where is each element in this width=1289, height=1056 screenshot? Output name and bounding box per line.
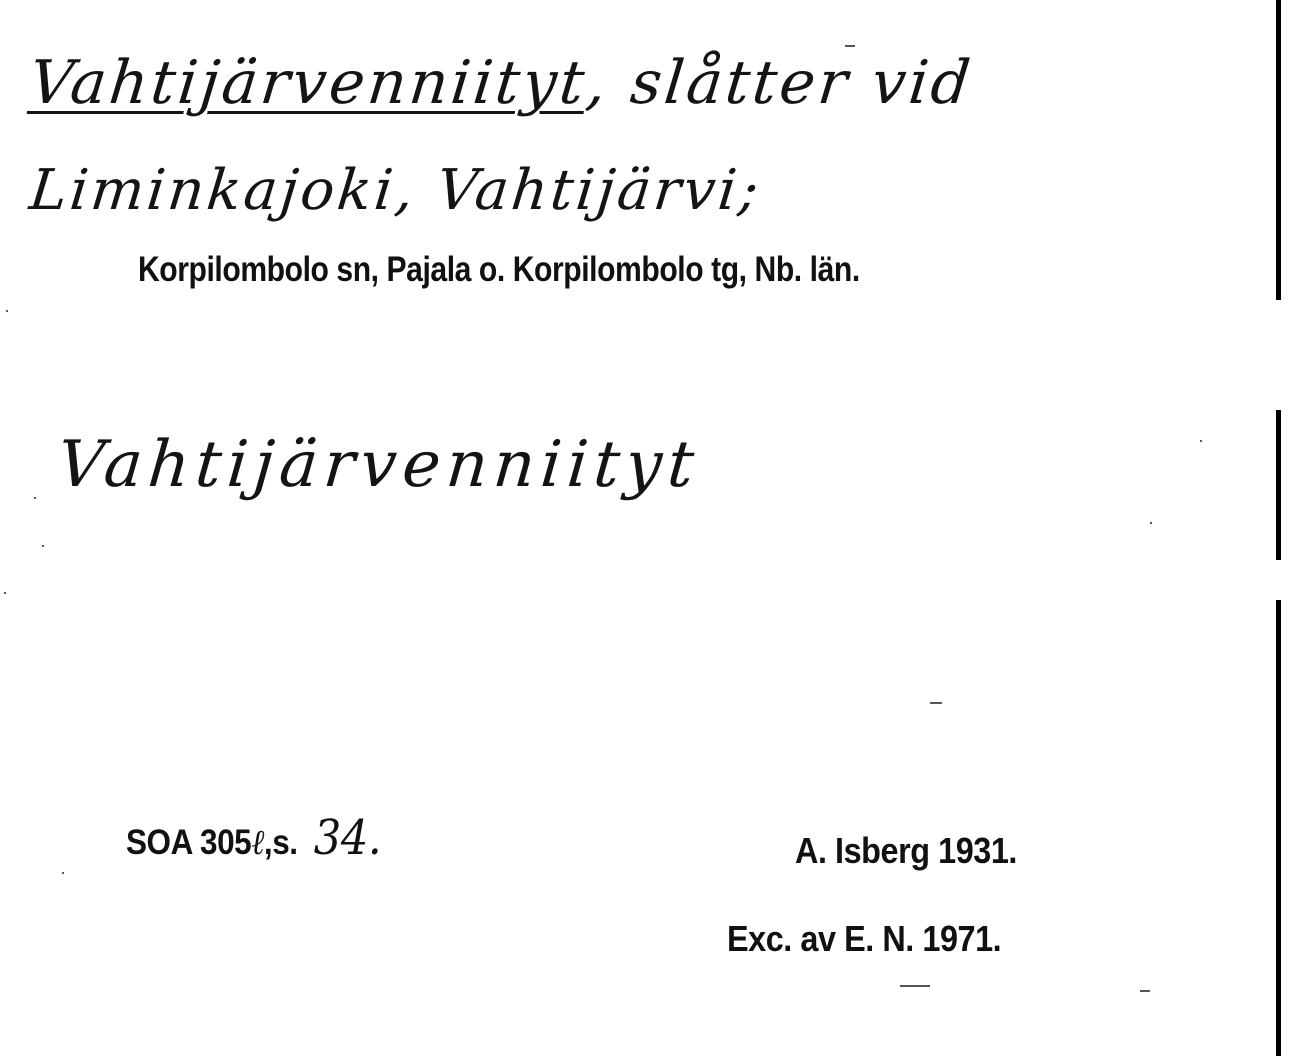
handwritten-entry-line-2: Liminkajoki, Vahtijärvi; (26, 158, 765, 223)
source-reference (126, 810, 381, 866)
place-description: , slåtter vid (583, 48, 977, 118)
place-name-underlined: Vahtijärvenniityt (26, 48, 591, 118)
collector-line: A. Isberg 1931. (795, 830, 1017, 871)
source-page-prefix: ,s. (263, 823, 298, 862)
scan-speck (6, 310, 8, 312)
scan-speck (845, 45, 855, 47)
excerpt-line: Exc. av E. N. 1971. (727, 918, 1002, 959)
typed-location-line: Korpilombolo sn, Pajala o. Korpilombolo tg, Nb. län. (138, 250, 860, 289)
border-gap (1276, 300, 1281, 410)
scan-speck (62, 872, 64, 874)
scan-speck (4, 592, 6, 594)
handwritten-entry-line-1 (26, 48, 976, 118)
card-right-edge-border (1276, 0, 1281, 1056)
scan-speck (1140, 990, 1150, 992)
source-page-number: 34. (313, 810, 382, 866)
scan-speck (42, 545, 44, 547)
scan-speck (930, 702, 942, 704)
scan-speck (34, 497, 36, 499)
source-archive-code: SOA 305 (126, 823, 252, 862)
scan-speck (900, 985, 930, 987)
border-gap (1276, 560, 1281, 600)
scan-speck (1200, 440, 1202, 442)
handwritten-heading: Vahtijärvenniityt (54, 428, 703, 502)
scan-speck (1150, 522, 1152, 524)
source-letter: ℓ (251, 823, 264, 863)
